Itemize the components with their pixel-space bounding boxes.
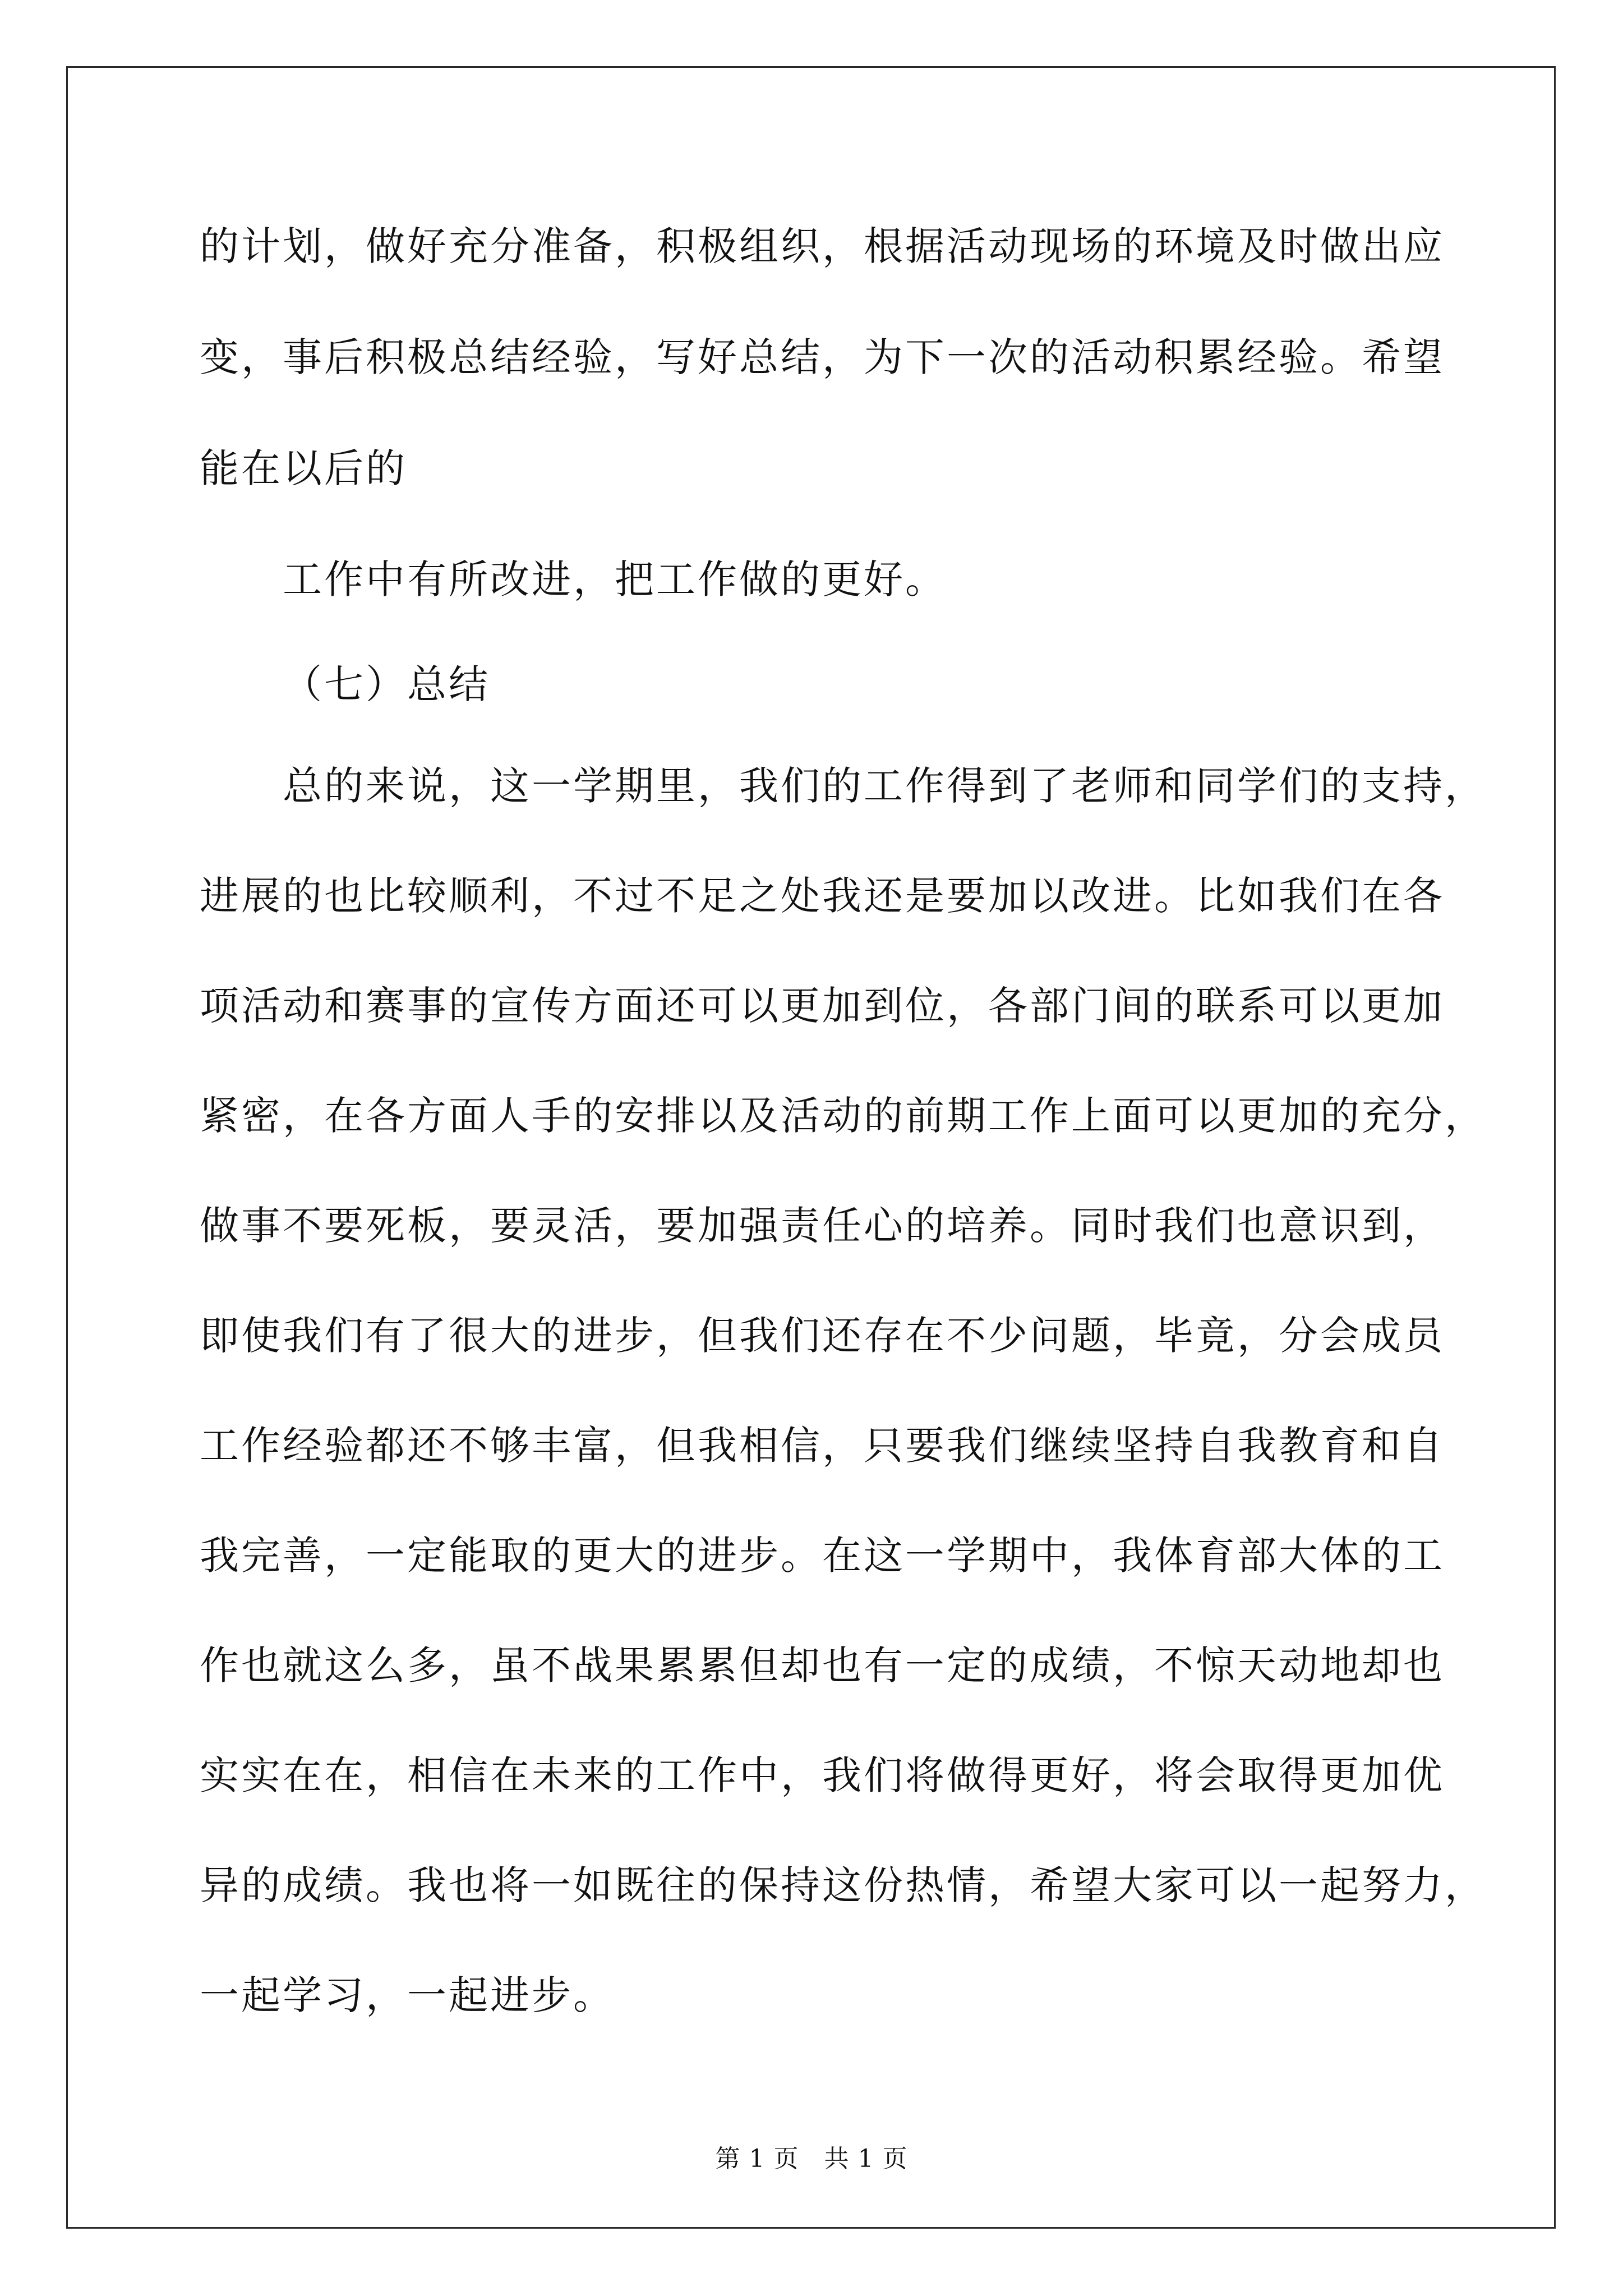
paragraph-line: 变，事后积极总结经验，写好总结，为下一次的活动积累经验。希望 — [200, 334, 1445, 380]
paragraph-line: 异的成绩。我也将一如既往的保持这份热情，希望大家可以一起努力， — [200, 1862, 1486, 1908]
paragraph-line: 工作中有所改进，把工作做的更好。 — [283, 556, 947, 602]
paragraph-line: 的计划，做好充分准备，积极组织，根据活动现场的环境及时做出应 — [200, 223, 1445, 269]
paragraph-line: 做事不要死板，要灵活，要加强责任心的培养。同时我们也意识到， — [200, 1203, 1445, 1249]
paragraph-line: 进展的也比较顺利，不过不足之处我还是要加以改进。比如我们在各 — [200, 873, 1445, 919]
paragraph-line: 能在以后的 — [200, 445, 407, 491]
paragraph-line: 即使我们有了很大的进步，但我们还存在不少问题，毕竟，分会成员 — [200, 1313, 1445, 1359]
paragraph-line: 工作经验都还不够丰富，但我相信，只要我们继续坚持自我教育和自 — [200, 1423, 1445, 1469]
paragraph-line: 紧密，在各方面人手的安排以及活动的前期工作上面可以更加的充分， — [200, 1093, 1486, 1139]
paragraph-line: 实实在在，相信在未来的工作中，我们将做得更好，将会取得更加优 — [200, 1752, 1445, 1798]
paragraph-line: 我完善，一定能取的更大的进步。在这一学期中，我体育部大体的工 — [200, 1533, 1445, 1579]
section-heading: （七）总结 — [283, 661, 490, 707]
paragraph-line: 项活动和赛事的宣传方面还可以更加到位，各部门间的联系可以更加 — [200, 983, 1445, 1029]
paragraph-line: 作也就这么多，虽不战果累累但却也有一定的成绩，不惊天动地却也 — [200, 1642, 1445, 1688]
page-number-footer: 第 1 页 共 1 页 — [715, 2145, 908, 2173]
paragraph-line: 一起学习，一起进步。 — [200, 1972, 615, 2018]
paragraph-line: 总的来说，这一学期里，我们的工作得到了老师和同学们的支持， — [283, 763, 1486, 809]
